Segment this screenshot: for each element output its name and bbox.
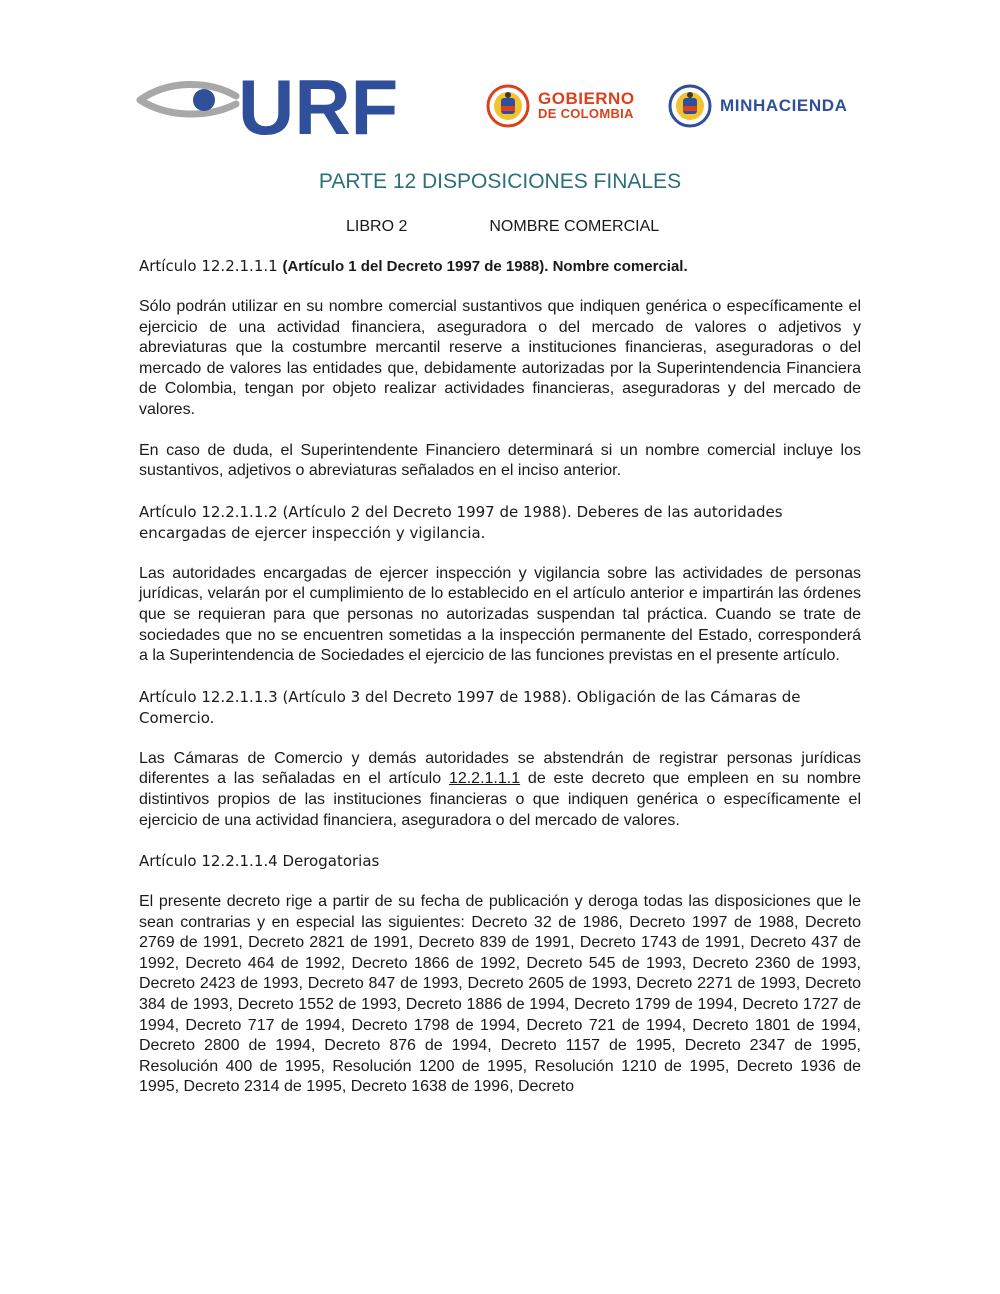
urf-logo (138, 63, 399, 151)
urf-logo-mark (138, 63, 399, 151)
minhacienda-text: MINHACIENDA (720, 96, 848, 115)
gobierno-line1: GOBIERNO (538, 89, 635, 108)
article-1-paragraph-2: En caso de duda, el Superintendente Financiero determinará si un nombre comercial incluye los sustantivos, adjetivos o abreviaturas señalados en el inciso anterior. (139, 441, 861, 480)
article-3-paragraph (139, 749, 861, 831)
article-1-paragraph-1: Sólo podrán utilizar en su nombre comercial sustantivos que indiquen genérica o específicamente el ejercicio de una actividad financiera, aseguradora o del mercado de valores o adjetivos y abreviaturas que la costumbre mercantil reserve a instituciones financieras, aseguradoras o del mercado de valores las entidades que, debidamente autorizadas por la Superintendencia Financiera de Colombia, tengan por objeto realizar actividades financieras, aseguradoras y del mercado de valores. (139, 298, 861, 418)
gobierno-logo (486, 80, 635, 132)
article-3-heading: Artículo 12.2.1.1.3 (Artículo 3 del Decreto 1997 de 1988). Obligación de las Cámaras de Comercio. (139, 687, 801, 727)
article-1-heading (139, 256, 861, 277)
libro-heading (346, 218, 659, 236)
article-2-heading: Artículo 12.2.1.1.2 (Artículo 2 del Decreto 1997 de 1988). Deberes de las autoridades encargadas de ejercer inspección y vigilancia. (139, 502, 783, 542)
libro-label: LIBRO 2 (346, 218, 408, 235)
article-3-text-after: de este decreto que empleen en su nombre distintivos propios de las instituciones financieras o que indiquen genérica o específicamente el ejercicio de una actividad financiera, aseguradora o del mercado de valores. (139, 770, 861, 829)
article-4-paragraph: El presente decreto rige a partir de su fecha de publicación y deroga todas las disposiciones que le sean contrarias y en especial las siguientes: Decreto 32 de 1986, Decreto 1997 de 1988, Decreto 2769 de 1991, Decreto 2821 de 1991, Decreto 839 de 1991, Decreto 1743 de 1991, Decreto 437 de 1992, Decreto 464 de 1992, Decreto 1866 de 1992, Decreto 545 de 1993, Decreto 2360 de 1993, Decreto 2423 de 1993, Decreto 847 de 1993, Decreto 2605 de 1993, Decreto 2271 de 1993, Decreto 384 de 1993, Decreto 1552 de 1993, Decreto 1886 de 1994, Decreto 1799 de 1994, Decreto 1727 de 1994, Decreto 717 de 1994, Decreto 1798 de 1994, Decreto 721 de 1994, Decreto 1801 de 1994, Decreto 2800 de 1994, Decreto 876 de 1994, Decreto 1157 de 1995, Decreto 2347 de 1995, Resolución 400 de 1995, Resolución 1200 de 1995, Resolución 1210 de 1995, Decreto 1936 de 1995, Decreto 2314 de 1995, Decreto 1638 de 1996, Decreto (139, 893, 861, 1096)
article-2-paragraph: Las autoridades encargadas de ejercer inspección y vigilancia sobre las actividades de personas jurídicas, velarán por el cumplimiento de lo establecido en el artículo anterior e impartirán las órdenes que se requieran para que personas no autorizadas suspendan tal práctica. Cuando se trate de sociedades que no se encuentren sometidas a la inspección permanente del Estado, corresponderá a la Superintendencia de Sociedades el ejercicio de las funciones previstas en el presente artículo. (139, 564, 861, 665)
libro-name: NOMBRE COMERCIAL (489, 218, 660, 235)
article-3-text-before: Las Cámaras de Comercio y demás autoridades se abstendrán de registrar personas jurídicas diferentes a las señaladas en el artículo (139, 749, 861, 788)
gobierno-line2: DE COLOMBIA (538, 106, 634, 121)
document-body (139, 256, 861, 1118)
article-1-number: Artículo 12.2.1.1.1 (139, 257, 278, 275)
minhacienda-seal-icon (668, 84, 712, 128)
article-1-title: (Artículo 1 del Decreto 1997 de 1988). Nombre comercial. (282, 258, 688, 275)
urf-logo-text: URF (238, 63, 399, 151)
article-reference-link[interactable]: 12.2.1.1.1 (448, 770, 521, 788)
article-4-heading: Artículo 12.2.1.1.4 Derogatorias (139, 852, 380, 871)
minhacienda-logo (668, 80, 847, 132)
document-title: PARTE 12 DISPOSICIONES FINALES (318, 170, 682, 193)
colombia-seal-icon (486, 84, 530, 128)
